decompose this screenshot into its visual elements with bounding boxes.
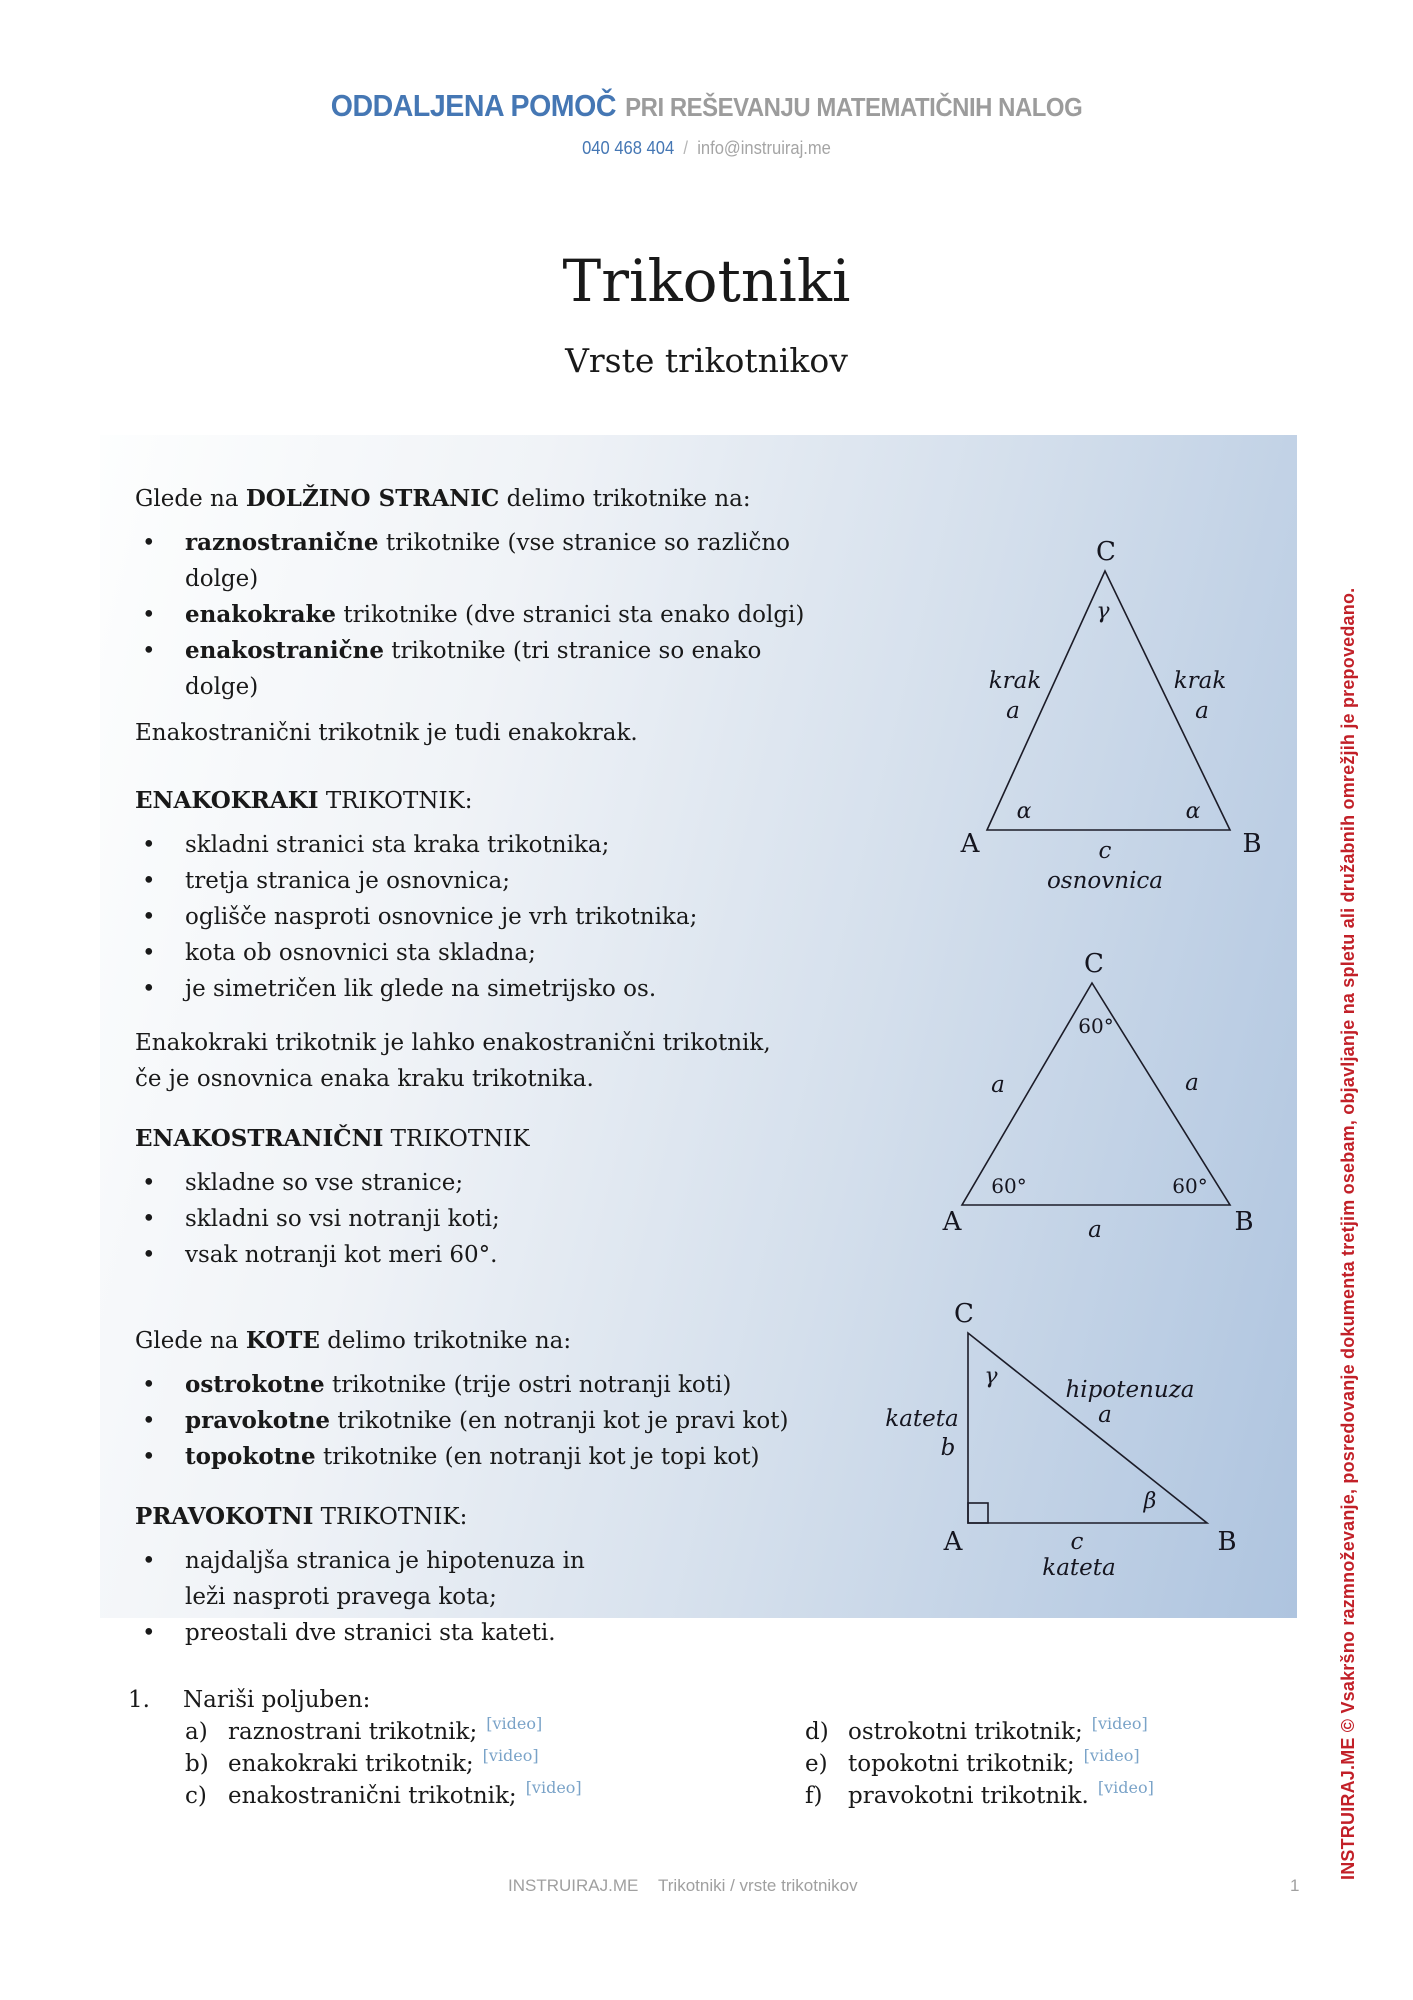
footer (0, 1876, 1413, 1900)
right-angle-marker (968, 1503, 988, 1523)
intro-rest: delimo trikotnike na: (499, 486, 751, 512)
footer-page-number: 1 (1290, 1876, 1300, 1895)
bullet-item: • oglišče nasproti osnovnice je vrh trikotnika; (135, 899, 825, 935)
bullet-item: • skladni stranici sta kraka trikotnika; (135, 827, 825, 863)
video-link[interactable]: [video] (1083, 1746, 1140, 1765)
heading-bold: ENAKOKRAKI (135, 787, 319, 814)
exercise-left-column (128, 1684, 805, 1812)
bullet-marker (135, 1367, 185, 1403)
vertex-b-label: B (1217, 1527, 1237, 1557)
item-text: topokotni trikotnik; (848, 1751, 1075, 1777)
bullet-item (135, 1367, 825, 1403)
bullet-marker (135, 863, 185, 899)
bullet-item: • najdaljša stranica je hipotenuza in leži nasproti pravega kota; (135, 1543, 825, 1615)
right-triangle-figure (860, 1285, 1280, 1585)
left-leg-word: kateta (885, 1406, 959, 1432)
bullet-item: • je simetričen lik glede na simetrijsko os. (135, 971, 825, 1007)
base-letter-label: c (1070, 1529, 1084, 1555)
bullet-item: • tretja stranica je osnovnica; (135, 863, 825, 899)
equilateral-triangle-figure (910, 940, 1255, 1243)
video-link[interactable]: [video] (525, 1778, 582, 1797)
heading-rest: TRIKOTNIK: (318, 788, 473, 814)
bullet-item: • skladni so vsi notranji koti; (135, 1201, 825, 1237)
exercise-item (805, 1780, 1154, 1812)
hypotenuse-word: hipotenuza (1065, 1377, 1195, 1403)
page-title: Trikotniki (562, 247, 851, 315)
bullet-item: • preostali dve stranici sta kateti. (135, 1615, 825, 1651)
base-angle-right-label: 60° (1172, 1174, 1208, 1198)
exercise-prompt-row (128, 1684, 805, 1716)
angles-rest: delimo trikotnike na: (319, 1328, 572, 1354)
bullet-marker (135, 1201, 185, 1237)
top-angle-label: γ (984, 1364, 998, 1389)
right-triangle-heading (135, 1499, 825, 1535)
apex-angle-label: 60° (1078, 1014, 1114, 1038)
tagline-text: PRI REŠEVANJU MATEMATIČNIH NALOG (625, 92, 1083, 122)
content-text-column (135, 481, 825, 1651)
item-text: raznostrani trikotnik; (228, 1719, 478, 1745)
exercise-items-right (805, 1716, 1154, 1812)
bullet-marker (135, 1237, 185, 1273)
vertex-b-label: B (1234, 1207, 1254, 1237)
bullet-item: • skladne so vse stranice; (135, 1165, 825, 1201)
vertex-b-label: B (1242, 829, 1262, 859)
vertex-a-label: A (942, 1207, 962, 1237)
bullet-marker (135, 1165, 185, 1201)
heading-rest: TRIKOTNIK: (313, 1504, 468, 1530)
isosceles-heading (135, 783, 825, 819)
item-letter: a) (185, 1719, 208, 1745)
footer-brand: INSTRUIRAJ.ME (508, 1876, 639, 1895)
equilateral-triangle-svg (910, 940, 1255, 1243)
heading-bold: PRAVOKOTNI (135, 1503, 314, 1530)
video-link[interactable]: [video] (1097, 1778, 1154, 1797)
right-triangle-bullet-list (135, 1543, 825, 1651)
copyright-watermark: INSTRUIRAJ.ME © Vsakršno razmnoževanje, posredovanje dokumenta tretjim osebam, objavljanje na spletu ali družabnih omrežjih je prepovedano. (1338, 587, 1358, 1880)
hypotenuse-letter: a (1098, 1402, 1112, 1428)
item-letter: f) (805, 1783, 823, 1809)
left-side-letter: a (1006, 698, 1020, 724)
bullet-marker (135, 1615, 185, 1651)
base-angle-left-label: 60° (991, 1174, 1027, 1198)
footer-doc-title: Trikotniki / vrste trikotnikov (658, 1876, 858, 1895)
angles-lead: Glede na (135, 1328, 246, 1354)
bullet-item (135, 633, 825, 705)
intro-paragraph (135, 481, 825, 517)
left-side-word: krak (988, 668, 1042, 694)
exercise-section (128, 1684, 1298, 1812)
item-text: pravokotni trikotnik. (848, 1783, 1089, 1809)
base-word-label: kateta (1042, 1555, 1116, 1581)
base-angle-left-label: α (1016, 799, 1032, 824)
apex-angle-label: γ (1096, 599, 1110, 624)
right-angle-beta-label: β (1143, 1489, 1157, 1514)
item-letter: e) (805, 1751, 828, 1777)
term-rest: trikotnike (trije ostri notranji koti) (324, 1372, 732, 1398)
intro-lead: Glede na (135, 486, 246, 512)
term-rest: trikotnike (en notranji kot je topi kot) (315, 1444, 760, 1470)
vertex-a-label: A (960, 829, 980, 859)
term-rest: trikotnike (en notranji kot je pravi kot) (330, 1408, 789, 1434)
bullet-item (135, 597, 825, 633)
heading-bold: ENAKOSTRANIČNI (135, 1125, 384, 1152)
vertex-c-label: C (1084, 949, 1104, 979)
right-side-word: krak (1173, 668, 1227, 694)
exercise-item (185, 1748, 805, 1780)
term-rest: trikotnike (vse stranice so različno dolge) (185, 530, 790, 592)
bullet-marker (135, 1403, 185, 1439)
isosceles-triangle-svg (940, 530, 1270, 895)
angles-bold: KOTE (245, 1327, 320, 1354)
isosceles-bullet-list (135, 827, 825, 1007)
item-letter: c) (185, 1783, 207, 1809)
header-brand-line (57, 88, 1357, 124)
bullet-marker (135, 935, 185, 971)
angles-bullet-list (135, 1367, 825, 1475)
exercise-items-left (128, 1716, 805, 1812)
video-link[interactable]: [video] (486, 1714, 543, 1733)
sides-note: Enakostranični trikotnik je tudi enakokrak. (135, 720, 638, 746)
base-side-label: a (1088, 1217, 1102, 1243)
header (57, 88, 1357, 159)
term-bold: enakokrake (185, 601, 337, 628)
bullet-marker (135, 1439, 185, 1475)
bullet-item: • vsak notranji kot meri 60°. (135, 1237, 825, 1273)
bullet-marker (135, 1543, 185, 1615)
term-bold: ostrokotne (185, 1371, 325, 1398)
left-side-label: a (991, 1072, 1005, 1098)
bullet-item (135, 1403, 825, 1439)
vertex-a-label: A (943, 1527, 963, 1557)
right-triangle-svg (860, 1285, 1280, 1585)
term-bold: raznostranične (185, 529, 379, 556)
equilateral-heading (135, 1121, 825, 1157)
term-bold: enakostranične (185, 637, 384, 664)
video-link[interactable]: [video] (482, 1746, 539, 1765)
bullet-item (135, 525, 825, 597)
bullet-item (135, 1439, 825, 1475)
bullet-marker (135, 899, 185, 935)
isosceles-note: Enakokraki trikotnik je lahko enakostranični trikotnik, če je osnovnica enaka kraku trikotnika. (135, 1030, 771, 1092)
heading-rest: TRIKOTNIK (383, 1126, 530, 1152)
exercise-item (185, 1780, 805, 1812)
base-letter-label: c (1098, 838, 1112, 864)
bullet-marker (135, 597, 185, 633)
exercise-number: 1. (128, 1687, 150, 1713)
email-address: info@instruiraj.me (697, 138, 831, 158)
exercise-prompt: Nariši poljuben: (183, 1687, 371, 1713)
item-text: enakostranični trikotnik; (228, 1783, 517, 1809)
equilateral-bullet-list (135, 1165, 825, 1273)
phone-number: 040 468 404 (582, 138, 675, 158)
right-side-letter: a (1195, 698, 1209, 724)
item-text: enakokraki trikotnik; (228, 1751, 474, 1777)
base-angle-right-label: α (1185, 799, 1201, 824)
item-letter: d) (805, 1719, 829, 1745)
bullet-marker (135, 827, 185, 863)
term-bold: pravokotne (185, 1407, 331, 1434)
item-letter: b) (185, 1751, 209, 1777)
right-triangle-shape (968, 1333, 1207, 1523)
bullet-marker (135, 971, 185, 1007)
video-link[interactable]: [video] (1091, 1714, 1148, 1733)
angles-paragraph (135, 1323, 825, 1359)
left-leg-letter: b (940, 1435, 956, 1461)
right-side-label: a (1185, 1070, 1199, 1096)
header-contact-line (57, 138, 1357, 159)
brand-text: ODDALJENA POMOČ (330, 88, 616, 123)
page-subtitle: Vrste trikotnikov (565, 341, 848, 380)
item-text: ostrokotni trikotnik; (848, 1719, 1083, 1745)
exercise-right-column (805, 1684, 1154, 1812)
separator-slash: / (683, 138, 688, 158)
vertex-c-label: C (954, 1299, 974, 1329)
term-rest: trikotnike (dve stranici sta enako dolgi) (336, 602, 805, 628)
sides-bullet-list (135, 525, 825, 705)
bullet-marker (135, 633, 185, 705)
base-caption-label: osnovnica (1046, 868, 1164, 894)
vertex-c-label: C (1096, 537, 1116, 567)
term-bold: topokotne (185, 1443, 316, 1470)
bullet-marker (135, 525, 185, 597)
isosceles-triangle-figure (940, 530, 1270, 895)
bullet-item: • kota ob osnovnici sta skladna; (135, 935, 825, 971)
term-rest: trikotnike (tri stranice so enako dolge) (185, 638, 762, 700)
intro-bold: DOLŽINO STRANIC (245, 485, 500, 512)
